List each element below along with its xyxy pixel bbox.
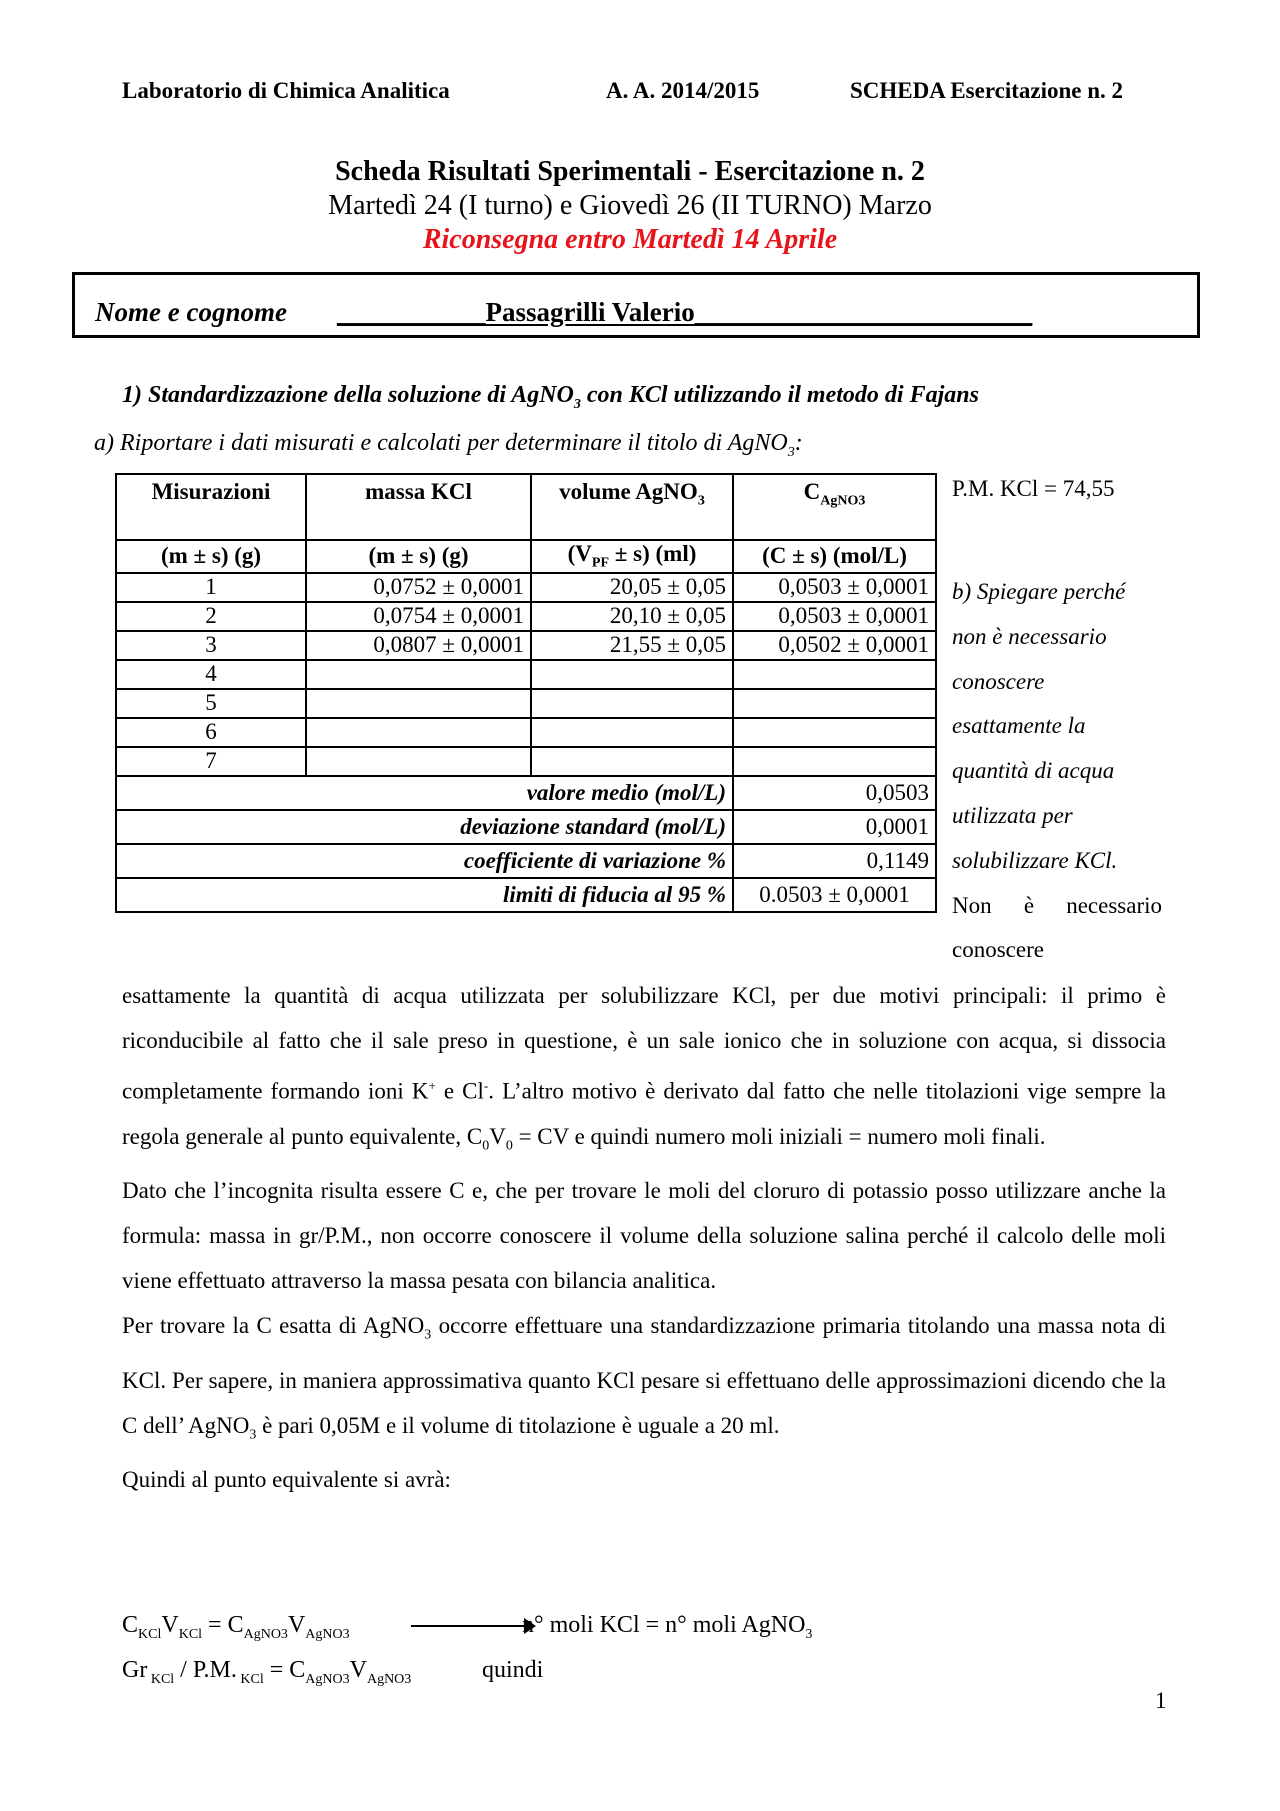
header-misurazioni: Misurazioni bbox=[116, 474, 306, 540]
molar-mass-kcl: P.M. KCl = 74,55 bbox=[952, 476, 1115, 501]
name-box bbox=[72, 272, 1200, 338]
section-title: 1) Standardizzazione della soluzione di AgNO$_3$ con KCl utilizzando il metodo di Fajans bbox=[122, 382, 979, 412]
header-volume: volume AgNO$_3$ bbox=[531, 474, 733, 540]
arrow-line bbox=[411, 1625, 529, 1627]
table-row: 7 bbox=[116, 747, 936, 776]
table-row: 3 0,0807 ± 0,0001 21,55 ± 0,05 0,0502 ± 0,0001 bbox=[116, 631, 936, 660]
table-row: 2 0,0754 ± 0,0001 20,10 ± 0,05 0,0503 ± 0,0001 bbox=[116, 602, 936, 631]
summary-row-stdev: deviazione standard (mol/L) 0,0001 bbox=[116, 810, 936, 844]
table-row: 5 bbox=[116, 689, 936, 718]
equation-2: Gr $_{KCl}$ / P.M. $_{KCl} = C_{AgNO3}V_{AgNO3}$ bbox=[122, 1657, 412, 1687]
summary-row-mean: valore medio (mol/L) 0,0503 bbox=[116, 776, 936, 810]
paragraph-1: esattamente la quantità di acqua utilizzata per solubilizzare KCl, per due motivi principali: il primo è riconducibile al fatto che il sale preso in questione, è un sale ionico che in soluzione con acqua, si dissocia completamente formando ioni K+ e Cl-. L’altro motivo è derivato dal fatto che nelle titolazioni vige sempre la regola generale al punto equivalente, $C_0V_0$ = CV e quindi numero moli iniziali = numero moli finali. bbox=[122, 983, 1166, 1154]
header-sheet: SCHEDA Esercitazione n. 2 bbox=[850, 78, 1124, 103]
table-row: 6 bbox=[116, 718, 936, 747]
answer-paragraphs bbox=[122, 973, 1166, 1502]
name-label: Nome e cognome bbox=[95, 297, 287, 327]
unit-concentration: (C ± s) (mol/L) bbox=[733, 540, 936, 573]
page-subtitle-dates: Martedì 24 (I turno) e Giovedì 26 (II TURNO) Marzo bbox=[328, 190, 932, 221]
table-row: 4 bbox=[116, 660, 936, 689]
question-a: a) Riportare i dati misurati e calcolati per determinare il titolo di AgNO$_3$: bbox=[94, 430, 803, 460]
deadline-notice: Riconsegna entro Martedì 14 Aprile bbox=[422, 224, 838, 255]
equation-1-left: $C_{KCl}V_{KCl} = C_{AgNO3}V_{AgNO3}$ bbox=[122, 1612, 350, 1642]
paragraph-4: Quindi al punto equivalente si avrà: bbox=[122, 1467, 451, 1493]
table-row: 1 0,0752 ± 0,0001 20,05 ± 0,05 0,0503 ± 0,0001 bbox=[116, 573, 936, 602]
summary-row-cv: coefficiente di variazione % 0,1149 bbox=[116, 844, 936, 878]
summary-row-confidence: limiti di fiducia al 95 % 0.0503 ± 0,0001 bbox=[116, 878, 936, 912]
unit-volume: $(V_{PF} \pm s)$ (ml) bbox=[531, 540, 733, 573]
name-value: ___________Passagrilli Valerio_________________________ bbox=[337, 297, 1033, 327]
header-course: Laboratorio di Chimica Analitica bbox=[122, 78, 450, 103]
answer-start: Non è necessario bbox=[952, 892, 1163, 918]
page-title: Scheda Risultati Sperimentali - Esercitazione n. 2 bbox=[335, 156, 925, 187]
header-concentration: $C_{AgNO3}$ bbox=[733, 474, 936, 540]
results-table bbox=[115, 473, 937, 913]
unit-misurazioni: (m ± s) (g) bbox=[116, 540, 306, 573]
unit-massa: (m ± s) (g) bbox=[306, 540, 531, 573]
paragraph-3: Per trovare la C esatta di AgNO$_3$ occorre effettuare una standardizzazione primaria titolando una massa nota di KCl. Per sapere, in maniera approssimativa quanto KCl pesare si effettuano delle approssimazioni dicendo che la C dell’ AgNO$_3$ è pari 0,05M e il volume di titolazione è uguale a 20 ml. bbox=[122, 1313, 1167, 1443]
header-year: A. A. 2014/2015 bbox=[606, 78, 760, 103]
equation-1-result: n° moli KCl = n° moli AgNO$_3$ bbox=[522, 1612, 813, 1642]
header-massa: massa KCl bbox=[306, 474, 531, 540]
equation-2-quindi: quindi bbox=[482, 1657, 544, 1683]
question-b: b) Spiegare perché non è necessario conoscere esattamente la quantità di acqua utilizzata per solubilizzare KCl. Non è necessario conoscere bbox=[952, 579, 1163, 963]
page-number: 1 bbox=[1155, 1688, 1167, 1713]
student-name: Passagrilli Valerio bbox=[485, 297, 695, 327]
paragraph-2: Dato che l’incognita risulta essere C e, che per trovare le moli del cloruro di potassio posso utilizzare anche la formula: massa in gr/P.M., non occorre conoscere il volume della soluzione salina perché il calcolo delle moli viene effettuato attraverso la massa pesata con bilancia analitica. bbox=[122, 1178, 1166, 1294]
